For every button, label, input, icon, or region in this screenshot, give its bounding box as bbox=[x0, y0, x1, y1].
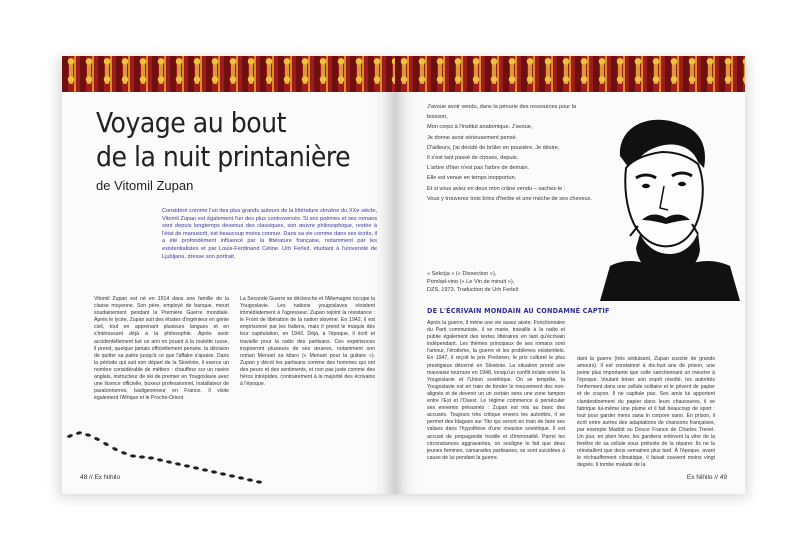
poem-line: L'arbre d'hier n'est pas l'arbre de demain. bbox=[427, 165, 530, 172]
left-page bbox=[62, 56, 395, 494]
poem-line: J'avoue avoir vendu, dans la pénurie des ressources pour la boisson, bbox=[427, 104, 577, 121]
ornamental-band-right bbox=[395, 56, 745, 92]
poem-line: Je donne avoir sérieusement pensé. bbox=[427, 134, 518, 141]
right-body-column-2: dant la guerre (très séduisant, Zupan suscite de grands amours). Il est condamné à dix-huit ans de prison, une peine plus importante que celle sanctionnant un meurtre à l'époque. Voulant briser son esprit révolté, les autorités l'enferment dans une cellule solitaire et le privent de papier et de crayon. Il ne capitule pas. Ses amis lui apportent clandestinement du papier dans leurs chaussures, il se fabrique lui-même une plume et il fait beaucoup de sport : tout pour garder mens sana in corpore sano. En prison, il écrit entre autres des adaptations de chansons françaises, par exemple Madrid ou Douce France de Charles Trenet. Un jour, en plein hiver, les gardiens enlèvent la vitre de la fenêtre de sa cellule sous prétexte de la réparer. Ils ne la réinstallent que deux semaines plus tard. À l'époque, avant le réchauffement climatique, il faisait souvent moins vingt degrés. Il tombe malade de la bbox=[577, 356, 715, 469]
left-page-footer: 48 // Ex Nihilo bbox=[80, 474, 121, 481]
poem-line: D'ailleurs, j'ai décidé de brûler en pousière. Je désire, bbox=[427, 144, 560, 151]
source-line: DZS, 1973. Traduction de Urh Ferlež bbox=[427, 287, 519, 293]
right-page-footer: Ex Nihilo // 49 bbox=[686, 474, 727, 481]
title-line-2: de la nuit printanière bbox=[96, 140, 351, 173]
left-body-column-2: La Seconde Guerre se déclenche et l'Allemagne occupe la Yougoslavie. Les nations yougoslaves résistent immédiatement à l'agresseur. Zupan rejoint la résistance : le Front de libération de la nation slovène. En 1942, il est emprisonné par les Italiens, mais il prend le maquis dès leur capitulation, en 1943. Déjà, à l'époque, il écrit et travaille pour la radio des partisans. Ces expériences inspireront plusieurs de ses œuvres, notamment son roman Menuet za kitaro (« Menuet pour la guitare »). Zupan y décrit les partisans comme des hommes qui ont des peurs et des sentiments, et non pas juste comme des héros intrépides, contrairement à la majorité des écrivains à l'époque. bbox=[240, 296, 375, 388]
poem-line: Et si vous aviez en deux mon crâne vendu – sachez-le : bbox=[427, 185, 566, 192]
author-byline: de Vitomil Zupan bbox=[96, 178, 194, 193]
poem-line: Vous y trouverez trois brins d'herbe et une mèche de ses cheveux. bbox=[427, 195, 592, 202]
right-body-column-1: Après la guerre, il mène une vie assez aisée. Fonctionnaire du Parti communiste, il se marie, travaille à la radio et publie également des textes littéraires en tant qu'écrivain indépendant. Les thèmes principaux de ses romans sont l'amour, l'érotisme, la guerre et les problèmes existentiels. En 1947, il reçoit le prix Prešeren, le prix culturel le plus prestigieux décerné en Slovénie. La situation prend une mauvaise tournure en 1948, lorsqu'un conflit éclate entre la Yougoslavie et l'Union soviétique. On se tempête, la Yougoslavie est en train de fonder le mouvement des non-alignés et de devenir un un certain sens une zone tampon entre l'Est et l'Ouest. Le régime commence à persécuter ses ennemis présumés : Zupan est mis au banc des accusés. Toujours très critique envers les autorités, il se permet des blagues sur Tito qui seront en train de faire ses valises dans l'hypothèse d'une invasion soviétique. Il est accusé de propagande hostile et d'immoralité. Parmi les circonstances aggravantes, on souligne le fait que deux jeunes femmes, camarades partisanes, se sont suicidées à cause de lui pendant la guerre. bbox=[427, 320, 565, 461]
poem-block bbox=[427, 102, 592, 204]
author-portrait-illustration bbox=[580, 116, 740, 301]
title-line-1: Voyage au bout bbox=[96, 106, 286, 139]
poem-line: Mon corps à l'institut anatomique. J'avoue, bbox=[427, 124, 533, 131]
footprint-trail-icon bbox=[62, 56, 395, 494]
intro-paragraph: Considéré comme l'un des plus grands auteurs de la littérature slovène du XXe siècle, Vitomil Zupan est également l'un des plus controversés. Si ses poèmes et ses romans sont depuis longtemps devenus des classiques, son œuvre philosophique, restée à l'état de manuscrit, est beaucoup moins connue. Dans sa vie comme dans ses écrits, il a été profondément influencé par la littérature française, notamment par les existentialistes et par Louis-Ferdinand Céline. Urh Ferlež, étudiant à l'université de Ljubljana, dresse son portrait. bbox=[162, 208, 377, 260]
source-line: « Sekcija » (« Dissection »), bbox=[427, 271, 497, 277]
poem-source bbox=[427, 270, 592, 294]
source-line: Pomlad-vino (« Le Vin de minuit »), bbox=[427, 279, 515, 285]
poem-line: Il s'est tant passé de choses, depuis. bbox=[427, 155, 519, 162]
section-subheading: DE L'ÉCRIVAIN MONDAIN AU CONDAMNÉ CAPTIF bbox=[427, 306, 610, 315]
right-page bbox=[395, 56, 745, 494]
left-body-column-1: Vitomil Zupan est né en 1914 dans une famille de la classe moyenne. Son père, employé de banque, meurt soudainement pendant la Première Guerre mondiale. Après le lycée, Zupan suit des études d'ingénieur en génie civil, tout en apprenant plusieurs langues et en s'intéressant déjà à la philosophie. Après avoir accidentellement tué un ami en jouant à la roulette russe, il prend, quelque jamais officiellement pensée, la décision de quitter sa patrie jusqu'à ce que l'affaire s'apaise. Dans la période qui suit son départ de la Slovénie, il exerce un nombre considérable de métiers : chauffeur sur un navire anglais, instructeur de ski de premier en Yougoslavie avec une licence officielle, boxeur professionnel, installateur de paratonnerres, badigeonneur en France. Il visite également l'Afrique et le Proche-Orient. bbox=[94, 296, 229, 402]
poem-line: Elle est venue en temps inopportun. bbox=[427, 175, 517, 182]
